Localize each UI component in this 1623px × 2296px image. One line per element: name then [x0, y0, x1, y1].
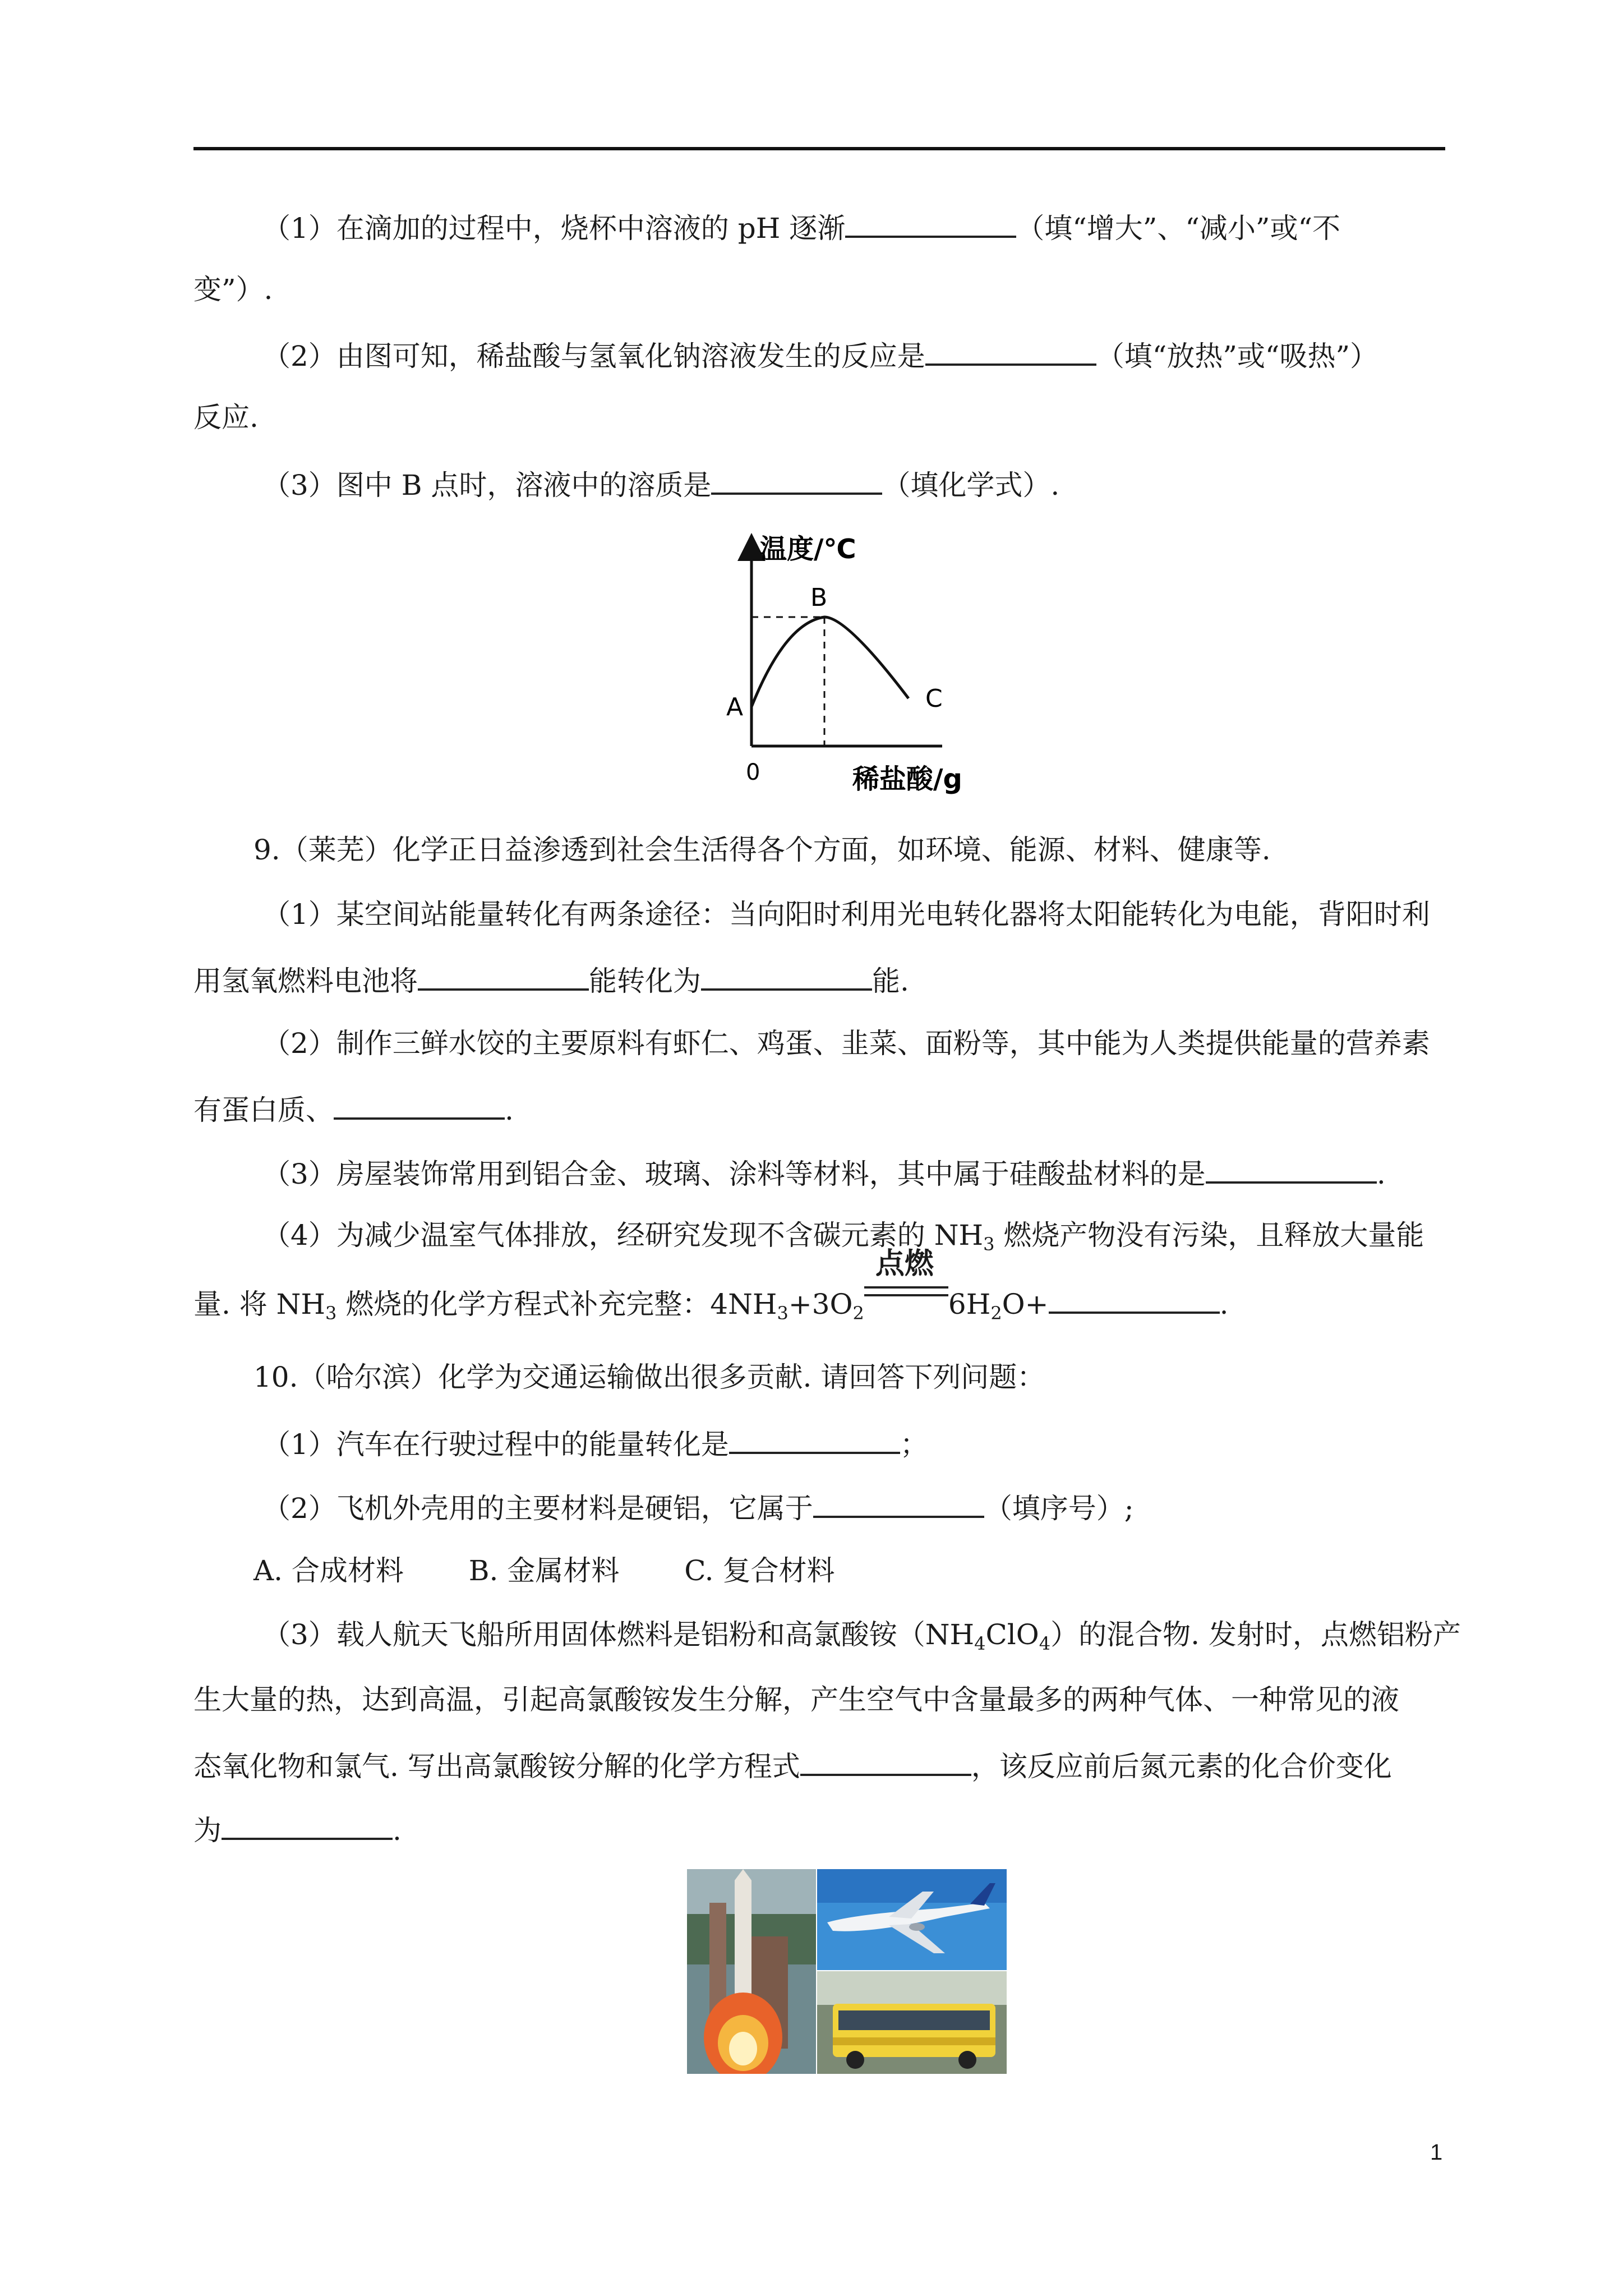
answer-blank[interactable]: [1206, 1154, 1377, 1184]
q10-intro: 10.（哈尔滨）化学为交通运输做出很多贡献. 请回答下列问题：: [253, 1361, 1045, 1393]
q10-options: A. 合成材料 B. 金属材料 C. 复合材料: [253, 1554, 835, 1587]
ignition-condition-label: 点燃: [875, 1247, 934, 1281]
answer-blank[interactable]: [729, 1425, 900, 1454]
rocket-launch-image: [687, 1869, 816, 2074]
answer-blank[interactable]: [845, 209, 1016, 238]
transport-photo-collage: [687, 1869, 1007, 2074]
point-b-label: B: [810, 583, 828, 612]
q8-part3: （3）图中 B 点时，溶液中的溶质是 （填化学式）.: [262, 466, 1059, 502]
q9-part1-line2: 用氢氧燃料电池将 能转化为 能.: [193, 961, 909, 998]
q10-part3-line1: （3）载人航天飞船所用固体燃料是铝粉和高氯酸铵$(NH_4ClO_4)$的混合物. 发射时，点燃铝粉产: [262, 1618, 1461, 1654]
q9-part4-line2: 量. 将 $NH_3$ 燃烧的化学方程式补充完整：$4NH_3+3O_2$ 点燃 $6H_2O+$ .: [193, 1247, 1229, 1324]
q9-part1-line1: （1）某空间站能量转化有两条途径：当向阳时利用光电转化器将太阳能转化为电能，背阳时利: [262, 898, 1430, 931]
q8-part1-line2: 变”）.: [193, 273, 273, 306]
point-a-label: A: [726, 693, 744, 721]
answer-blank[interactable]: [418, 961, 589, 991]
q10-part3-line3: 态氧化物和氯气. 写出高氯酸铵分解的化学方程式 ，该反应前后氮元素的化合价变化: [193, 1747, 1392, 1783]
q10-part1: （1）汽车在行驶过程中的能量转化是 ；: [262, 1425, 928, 1461]
q9-part2-line2: 有蛋白质、 .: [193, 1091, 514, 1127]
q8-part2-line1: （2）由图可知，稀盐酸与氢氧化钠溶液发生的反应是 （填“放热”或“吸热”）: [262, 337, 1378, 373]
x-axis-label: 稀盐酸/g: [852, 763, 962, 795]
answer-blank[interactable]: [711, 466, 882, 495]
answer-blank[interactable]: [813, 1489, 984, 1518]
answer-blank[interactable]: [800, 1747, 971, 1776]
page-number: 1: [1430, 2140, 1443, 2165]
q9-part3: （3）房屋装饰常用到铝合金、玻璃、涂料等材料，其中属于硅酸盐材料的是 .: [262, 1154, 1386, 1191]
bus-image: [817, 1971, 1007, 2074]
origin-label: 0: [746, 760, 760, 785]
temperature-graph: [723, 533, 981, 802]
answer-blank[interactable]: [925, 337, 1096, 366]
q9-part4-line1: （4）为减少温室气体排放，经研究发现不含碳元素的 $NH_3$ 燃烧产物没有污染，且释放大量能: [262, 1219, 1424, 1255]
q8-part1-line1: （1）在滴加的过程中，烧杯中溶液的 pH 逐渐 （填“增大”、“减小”或“不: [262, 209, 1340, 245]
header-rule: [193, 147, 1445, 150]
reaction-condition: [864, 1247, 948, 1321]
answer-blank[interactable]: [1049, 1285, 1220, 1314]
q10-part2: （2）飞机外壳用的主要材料是硬铝，它属于 （填序号）;: [262, 1489, 1134, 1525]
airplane-image: [817, 1869, 1007, 1970]
q9-part2-line1: （2）制作三鲜水饺的主要原料有虾仁、鸡蛋、韭菜、面粉等，其中能为人类提供能量的营养素: [262, 1027, 1430, 1060]
answer-blank[interactable]: [334, 1091, 505, 1120]
answer-blank[interactable]: [222, 1811, 393, 1840]
q10-part3-line2: 生大量的热，达到高温，引起高氯酸铵发生分解，产生空气中含量最多的两种气体、一种常见的液: [193, 1683, 1399, 1716]
temperature-curve: [751, 617, 909, 707]
answer-blank[interactable]: [701, 961, 872, 991]
q9-intro: 9.（莱芜）化学正日益渗透到社会生活得各个方面，如环境、能源、材料、健康等.: [253, 834, 1271, 866]
q8-part2-line2: 反应.: [193, 401, 259, 434]
q10-part3-line4: 为 .: [193, 1811, 402, 1847]
y-axis-label: 温度/℃: [760, 533, 856, 565]
point-c-label: C: [925, 684, 943, 713]
